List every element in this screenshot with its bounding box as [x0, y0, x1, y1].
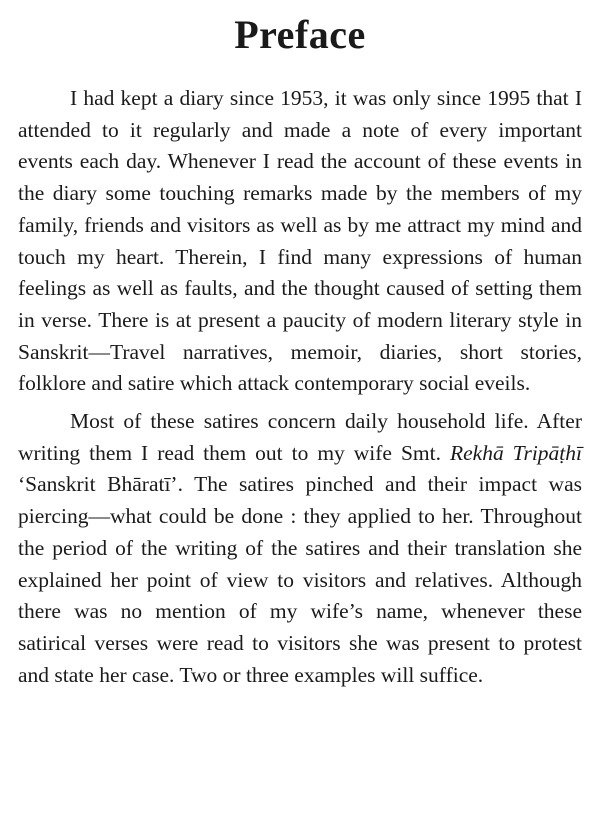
wife-name-italic: Rekhā Tripāṭhī — [449, 440, 582, 465]
paragraph-2-text-end: ‘Sanskrit Bhāratī’. The satires pinched and their impact was piercing—what could be done : they applied to her. Throughout the period of the writing of the satires and their translation she explained her point of view to visitors and relatives. Although there was no mention of my wife’s name, whenever these satirical verses were read to visitors she was present to protest and state her case. Two or three examples will suffice. — [18, 472, 582, 687]
paragraph-1: I had kept a diary since 1953, it was only since 1995 that I attended to it regularly and made a note of every important events each day. Whenever I read the account of these events in the diary some touching remarks made by the members of my family, friends and visitors as well as by me attract my mind and touch my heart. Therein, I find many expressions of human feelings as well as faults, and the thought caused of setting them in verse. There is at present a paucity of modern literary style in Sanskrit—Travel narratives, memoir, diaries, short stories, folklore and satire which attack contemporary social eveils. — [18, 86, 582, 396]
paragraph-2 — [18, 406, 582, 691]
page-title: Preface — [234, 12, 366, 57]
paragraph-2-text-start: Most of these satires concern daily household life. After writing them I read them out to my wife Smt. — [18, 409, 582, 465]
